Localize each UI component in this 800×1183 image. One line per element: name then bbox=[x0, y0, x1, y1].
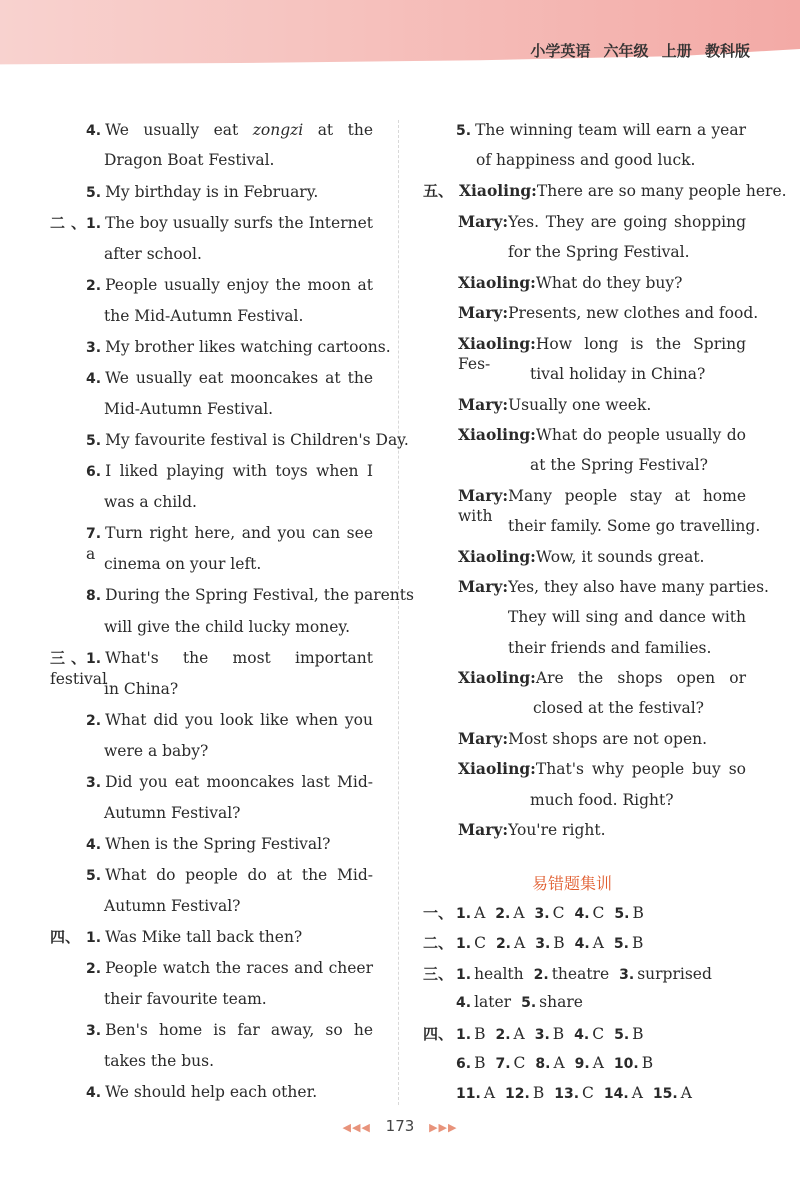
answer-value: later bbox=[474, 993, 512, 1011]
line-text: Ben's home is far away, so he bbox=[105, 1021, 373, 1039]
item-number: 11. bbox=[456, 1086, 481, 1102]
answer-line bbox=[530, 364, 705, 384]
section-number: 二、 bbox=[50, 214, 86, 232]
item-number: 4. bbox=[456, 995, 472, 1011]
answer-value: C bbox=[513, 1054, 526, 1072]
item-number: 7. bbox=[86, 526, 102, 542]
answer-line bbox=[104, 244, 202, 264]
answer-value: A bbox=[513, 904, 525, 922]
item-number: 1. bbox=[86, 651, 102, 667]
line-text: after school. bbox=[104, 245, 202, 263]
line-text: Autumn Festival? bbox=[104, 897, 241, 915]
item-number: 2. bbox=[86, 961, 102, 977]
item-number: 4. bbox=[574, 1027, 590, 1043]
answer-line bbox=[50, 927, 302, 948]
item-number: 2. bbox=[495, 936, 511, 952]
answer-line bbox=[104, 492, 197, 512]
item-number: 10. bbox=[613, 1056, 639, 1072]
speaker-name: Mary: bbox=[458, 820, 509, 839]
line-text: There are so many people here. bbox=[536, 182, 787, 200]
item-number: 4. bbox=[86, 1085, 102, 1101]
line-text: People watch the races and cheer bbox=[105, 959, 373, 977]
item-number: 1. bbox=[456, 967, 472, 983]
item-number: 3. bbox=[86, 340, 102, 356]
item-number: 5. bbox=[521, 995, 537, 1011]
section-number: 三、 bbox=[423, 965, 454, 983]
line-text: Dragon Boat Festival. bbox=[104, 151, 275, 169]
line-text: How long is the Spring Fes- bbox=[458, 335, 746, 373]
answer-line bbox=[86, 275, 373, 296]
item-number: 1. bbox=[456, 936, 472, 952]
line-text: the Mid-Autumn Festival. bbox=[104, 307, 304, 325]
item-number: 4. bbox=[86, 837, 102, 853]
speaker-name: Mary: bbox=[458, 395, 509, 414]
item-number: 3. bbox=[86, 1023, 102, 1039]
answer-line bbox=[458, 729, 707, 749]
answer-line bbox=[458, 303, 758, 323]
answer-line bbox=[104, 554, 261, 574]
section-number: 一、 bbox=[423, 904, 454, 922]
answer-line bbox=[86, 1020, 373, 1041]
speaker-name: Xiaoling: bbox=[458, 273, 536, 292]
answer-row bbox=[423, 902, 644, 923]
line-text: What do they buy? bbox=[535, 274, 683, 292]
answer-row bbox=[456, 993, 583, 1011]
line-text: Mid-Autumn Festival. bbox=[104, 400, 274, 418]
line-text: Was Mike tall back then? bbox=[105, 928, 303, 946]
answer-line bbox=[86, 1082, 317, 1103]
arrows-left-icon: ◀◀◀ bbox=[342, 1121, 371, 1134]
answer-value: C bbox=[552, 904, 565, 922]
answer-line bbox=[456, 120, 746, 141]
answer-value: A bbox=[592, 1054, 604, 1072]
item-number: 2. bbox=[533, 967, 549, 983]
item-number: 3. bbox=[535, 936, 551, 952]
item-number: 4. bbox=[574, 936, 590, 952]
section-number: 四、 bbox=[50, 928, 81, 946]
speaker-name: Xiaoling: bbox=[458, 759, 536, 778]
answer-line bbox=[86, 958, 373, 979]
answer-line bbox=[86, 461, 373, 482]
speaker-name: Mary: bbox=[458, 729, 509, 748]
item-number: 5. bbox=[613, 936, 629, 952]
answer-line bbox=[86, 337, 391, 358]
answer-row bbox=[423, 1023, 644, 1044]
line-text: tival holiday in China? bbox=[530, 365, 706, 383]
item-number: 9. bbox=[574, 1056, 590, 1072]
answer-line bbox=[458, 820, 606, 840]
section-number: 四、 bbox=[423, 1025, 454, 1043]
line-text: Usually one week. bbox=[508, 396, 652, 414]
answer-line bbox=[104, 150, 274, 170]
answer-line bbox=[508, 242, 690, 262]
answer-line bbox=[104, 679, 178, 699]
item-number: 5. bbox=[86, 433, 102, 449]
answer-line bbox=[104, 803, 240, 823]
answer-line bbox=[458, 577, 769, 597]
line-text: Autumn Festival? bbox=[104, 804, 241, 822]
line-text: My favourite festival is Children's Day. bbox=[105, 431, 409, 449]
section-number: 五、 bbox=[423, 182, 454, 200]
item-number: 5. bbox=[86, 185, 102, 201]
line-text: Wow, it sounds great. bbox=[535, 548, 705, 566]
answer-value: B bbox=[532, 1084, 545, 1102]
answer-line bbox=[86, 834, 330, 855]
answer-line bbox=[458, 395, 651, 415]
answer-line bbox=[104, 741, 208, 761]
item-number: 15. bbox=[652, 1086, 678, 1102]
answer-line bbox=[104, 1051, 214, 1071]
answer-line bbox=[458, 547, 704, 567]
item-number: 5. bbox=[614, 1027, 630, 1043]
line-text: We should help each other. bbox=[105, 1083, 318, 1101]
line-text: cinema on your left. bbox=[104, 555, 262, 573]
line-text: takes the bus. bbox=[104, 1052, 215, 1070]
answer-value: share bbox=[539, 993, 583, 1011]
item-number: 13. bbox=[554, 1086, 580, 1102]
answer-value: theatre bbox=[551, 965, 610, 983]
answer-line bbox=[508, 607, 746, 627]
answer-value: A bbox=[592, 934, 604, 952]
answer-value: C bbox=[474, 934, 486, 952]
answer-line bbox=[86, 710, 373, 731]
answer-line bbox=[458, 668, 746, 688]
speaker-name: Mary: bbox=[458, 303, 509, 322]
answer-line bbox=[533, 698, 704, 718]
line-text: People usually enjoy the moon at bbox=[105, 276, 373, 294]
line-text: We usually eat zongzi at the bbox=[105, 121, 373, 139]
item-number: 2. bbox=[495, 1027, 511, 1043]
answer-value: A bbox=[631, 1084, 643, 1102]
answer-line bbox=[423, 181, 787, 201]
item-number: 2. bbox=[86, 278, 102, 294]
answer-row bbox=[456, 1054, 653, 1072]
answer-value: A bbox=[483, 1084, 496, 1102]
line-text: When is the Spring Festival? bbox=[105, 835, 331, 853]
speaker-name: Xiaoling: bbox=[458, 668, 536, 687]
answer-line bbox=[86, 368, 373, 389]
item-number: 3. bbox=[619, 967, 635, 983]
item-number: 4. bbox=[86, 123, 102, 139]
line-text: of happiness and good luck. bbox=[476, 151, 696, 169]
item-number: 6. bbox=[86, 464, 102, 480]
line-text: Did you eat mooncakes last Mid- bbox=[105, 773, 373, 791]
line-text: much food. Right? bbox=[530, 791, 674, 809]
item-number: 3. bbox=[534, 1027, 550, 1043]
item-number: 2. bbox=[86, 713, 102, 729]
item-number: 4. bbox=[574, 906, 590, 922]
answer-line bbox=[458, 212, 746, 232]
item-number: 1. bbox=[86, 216, 102, 232]
line-text: My brother likes watching cartoons. bbox=[105, 338, 391, 356]
answer-value: A bbox=[474, 904, 486, 922]
answer-value: B bbox=[632, 904, 644, 922]
line-text: Yes, they also have many parties. bbox=[508, 578, 769, 596]
speaker-name: Mary: bbox=[458, 212, 509, 231]
column-divider bbox=[398, 120, 399, 1105]
answer-value: surprised bbox=[637, 965, 712, 983]
line-text: Most shops are not open. bbox=[508, 730, 708, 748]
answer-line bbox=[104, 306, 303, 326]
item-number: 1. bbox=[456, 1027, 472, 1043]
speaker-name: Xiaoling: bbox=[458, 334, 536, 353]
line-text: The winning team will earn a year bbox=[475, 121, 746, 139]
line-text: for the Spring Festival. bbox=[508, 243, 690, 261]
answer-value: B bbox=[474, 1025, 486, 1043]
line-text: What did you look like when you bbox=[105, 711, 373, 729]
line-text: My birthday is in February. bbox=[105, 183, 319, 201]
line-text: I liked playing with toys when I bbox=[105, 462, 373, 480]
line-text: their friends and families. bbox=[508, 639, 712, 657]
line-text: will give the child lucky money. bbox=[104, 618, 351, 636]
item-number: 1. bbox=[86, 930, 102, 946]
answer-value: B bbox=[632, 1025, 644, 1043]
answer-value: B bbox=[474, 1054, 486, 1072]
answer-line bbox=[458, 273, 682, 293]
line-text: their favourite team. bbox=[104, 990, 267, 1008]
answer-row bbox=[423, 963, 712, 984]
answer-value: health bbox=[474, 965, 524, 983]
answer-line bbox=[50, 648, 373, 689]
answer-value: C bbox=[582, 1084, 594, 1102]
answer-value: C bbox=[592, 904, 605, 922]
line-text: What do people usually do bbox=[535, 426, 746, 444]
answer-line bbox=[476, 150, 695, 170]
answer-line bbox=[104, 989, 267, 1009]
item-number: 2. bbox=[495, 906, 511, 922]
answer-value: C bbox=[592, 1025, 605, 1043]
answer-line bbox=[50, 213, 373, 234]
speaker-name: Xiaoling: bbox=[458, 547, 536, 566]
answer-row bbox=[423, 932, 643, 953]
answer-value: A bbox=[514, 934, 526, 952]
answer-line bbox=[86, 120, 373, 141]
item-number: 7. bbox=[495, 1056, 511, 1072]
line-text: Are the shops open or bbox=[535, 669, 746, 687]
item-number: 6. bbox=[456, 1056, 472, 1072]
line-text: What's the most important festival bbox=[50, 649, 373, 688]
section-number: 二、 bbox=[423, 934, 454, 952]
answer-line bbox=[104, 399, 273, 419]
item-number: 8. bbox=[86, 588, 102, 604]
line-text: Turn right here, and you can see a bbox=[86, 524, 373, 563]
line-text: During the Spring Festival, the parents bbox=[105, 586, 414, 604]
answer-line bbox=[508, 638, 711, 658]
line-text: closed at the festival? bbox=[533, 699, 704, 717]
answer-value: A bbox=[553, 1054, 565, 1072]
item-number: 3. bbox=[86, 775, 102, 791]
speaker-name: Mary: bbox=[458, 577, 509, 596]
line-text: We usually eat mooncakes at the bbox=[105, 369, 373, 387]
answer-line bbox=[458, 759, 746, 779]
answer-line bbox=[530, 455, 708, 475]
item-number: 1. bbox=[456, 906, 472, 922]
answer-value: A bbox=[513, 1025, 525, 1043]
item-number: 5. bbox=[456, 123, 472, 139]
line-text: at the Spring Festival? bbox=[530, 456, 708, 474]
answer-value: B bbox=[552, 1025, 565, 1043]
line-text: in China? bbox=[104, 680, 179, 698]
speaker-name: Mary: bbox=[458, 486, 509, 505]
answer-line bbox=[530, 790, 674, 810]
answer-line bbox=[86, 430, 409, 451]
answer-row bbox=[456, 1084, 692, 1102]
answer-line bbox=[508, 516, 760, 536]
item-number: 3. bbox=[534, 906, 550, 922]
item-number: 14. bbox=[603, 1086, 629, 1102]
speaker-name: Xiaoling: bbox=[458, 425, 536, 444]
answer-value: B bbox=[631, 934, 644, 952]
line-text: Many people stay at home with bbox=[458, 487, 746, 525]
line-text: You're right. bbox=[508, 821, 606, 839]
answer-value: B bbox=[553, 934, 565, 952]
answer-line bbox=[86, 585, 414, 606]
line-text: their family. Some go travelling. bbox=[508, 517, 761, 535]
line-text: was a child. bbox=[104, 493, 197, 511]
page-number: 173 bbox=[385, 1117, 415, 1135]
answer-value: A bbox=[680, 1084, 692, 1102]
section-number: 三、 bbox=[50, 649, 86, 667]
line-text: That's why people buy so bbox=[535, 760, 746, 778]
item-number: 5. bbox=[86, 868, 102, 884]
answer-line bbox=[458, 425, 746, 445]
answer-value: B bbox=[641, 1054, 654, 1072]
answer-line bbox=[104, 896, 240, 916]
line-text: Presents, new clothes and food. bbox=[508, 304, 759, 322]
line-text: were a baby? bbox=[104, 742, 209, 760]
answer-line bbox=[86, 772, 373, 793]
practice-title: 易错题集训 bbox=[532, 874, 613, 893]
line-text: They will sing and dance with bbox=[508, 608, 746, 626]
answer-line bbox=[104, 617, 350, 637]
item-number: 12. bbox=[505, 1086, 530, 1102]
arrows-right-icon: ▶▶▶ bbox=[429, 1121, 458, 1134]
item-number: 4. bbox=[86, 371, 102, 387]
answer-line bbox=[86, 182, 318, 203]
item-number: 8. bbox=[535, 1056, 551, 1072]
speaker-name: Xiaoling: bbox=[459, 181, 537, 200]
page-footer bbox=[0, 1117, 800, 1135]
item-number: 5. bbox=[614, 906, 630, 922]
line-text: What do people do at the Mid- bbox=[105, 866, 373, 884]
line-text: Yes. They are going shopping bbox=[508, 213, 746, 231]
answer-line bbox=[86, 865, 373, 886]
line-text: The boy usually surfs the Internet bbox=[105, 214, 373, 232]
header-title: 小学英语 六年级 上册 教科版 bbox=[530, 42, 750, 60]
